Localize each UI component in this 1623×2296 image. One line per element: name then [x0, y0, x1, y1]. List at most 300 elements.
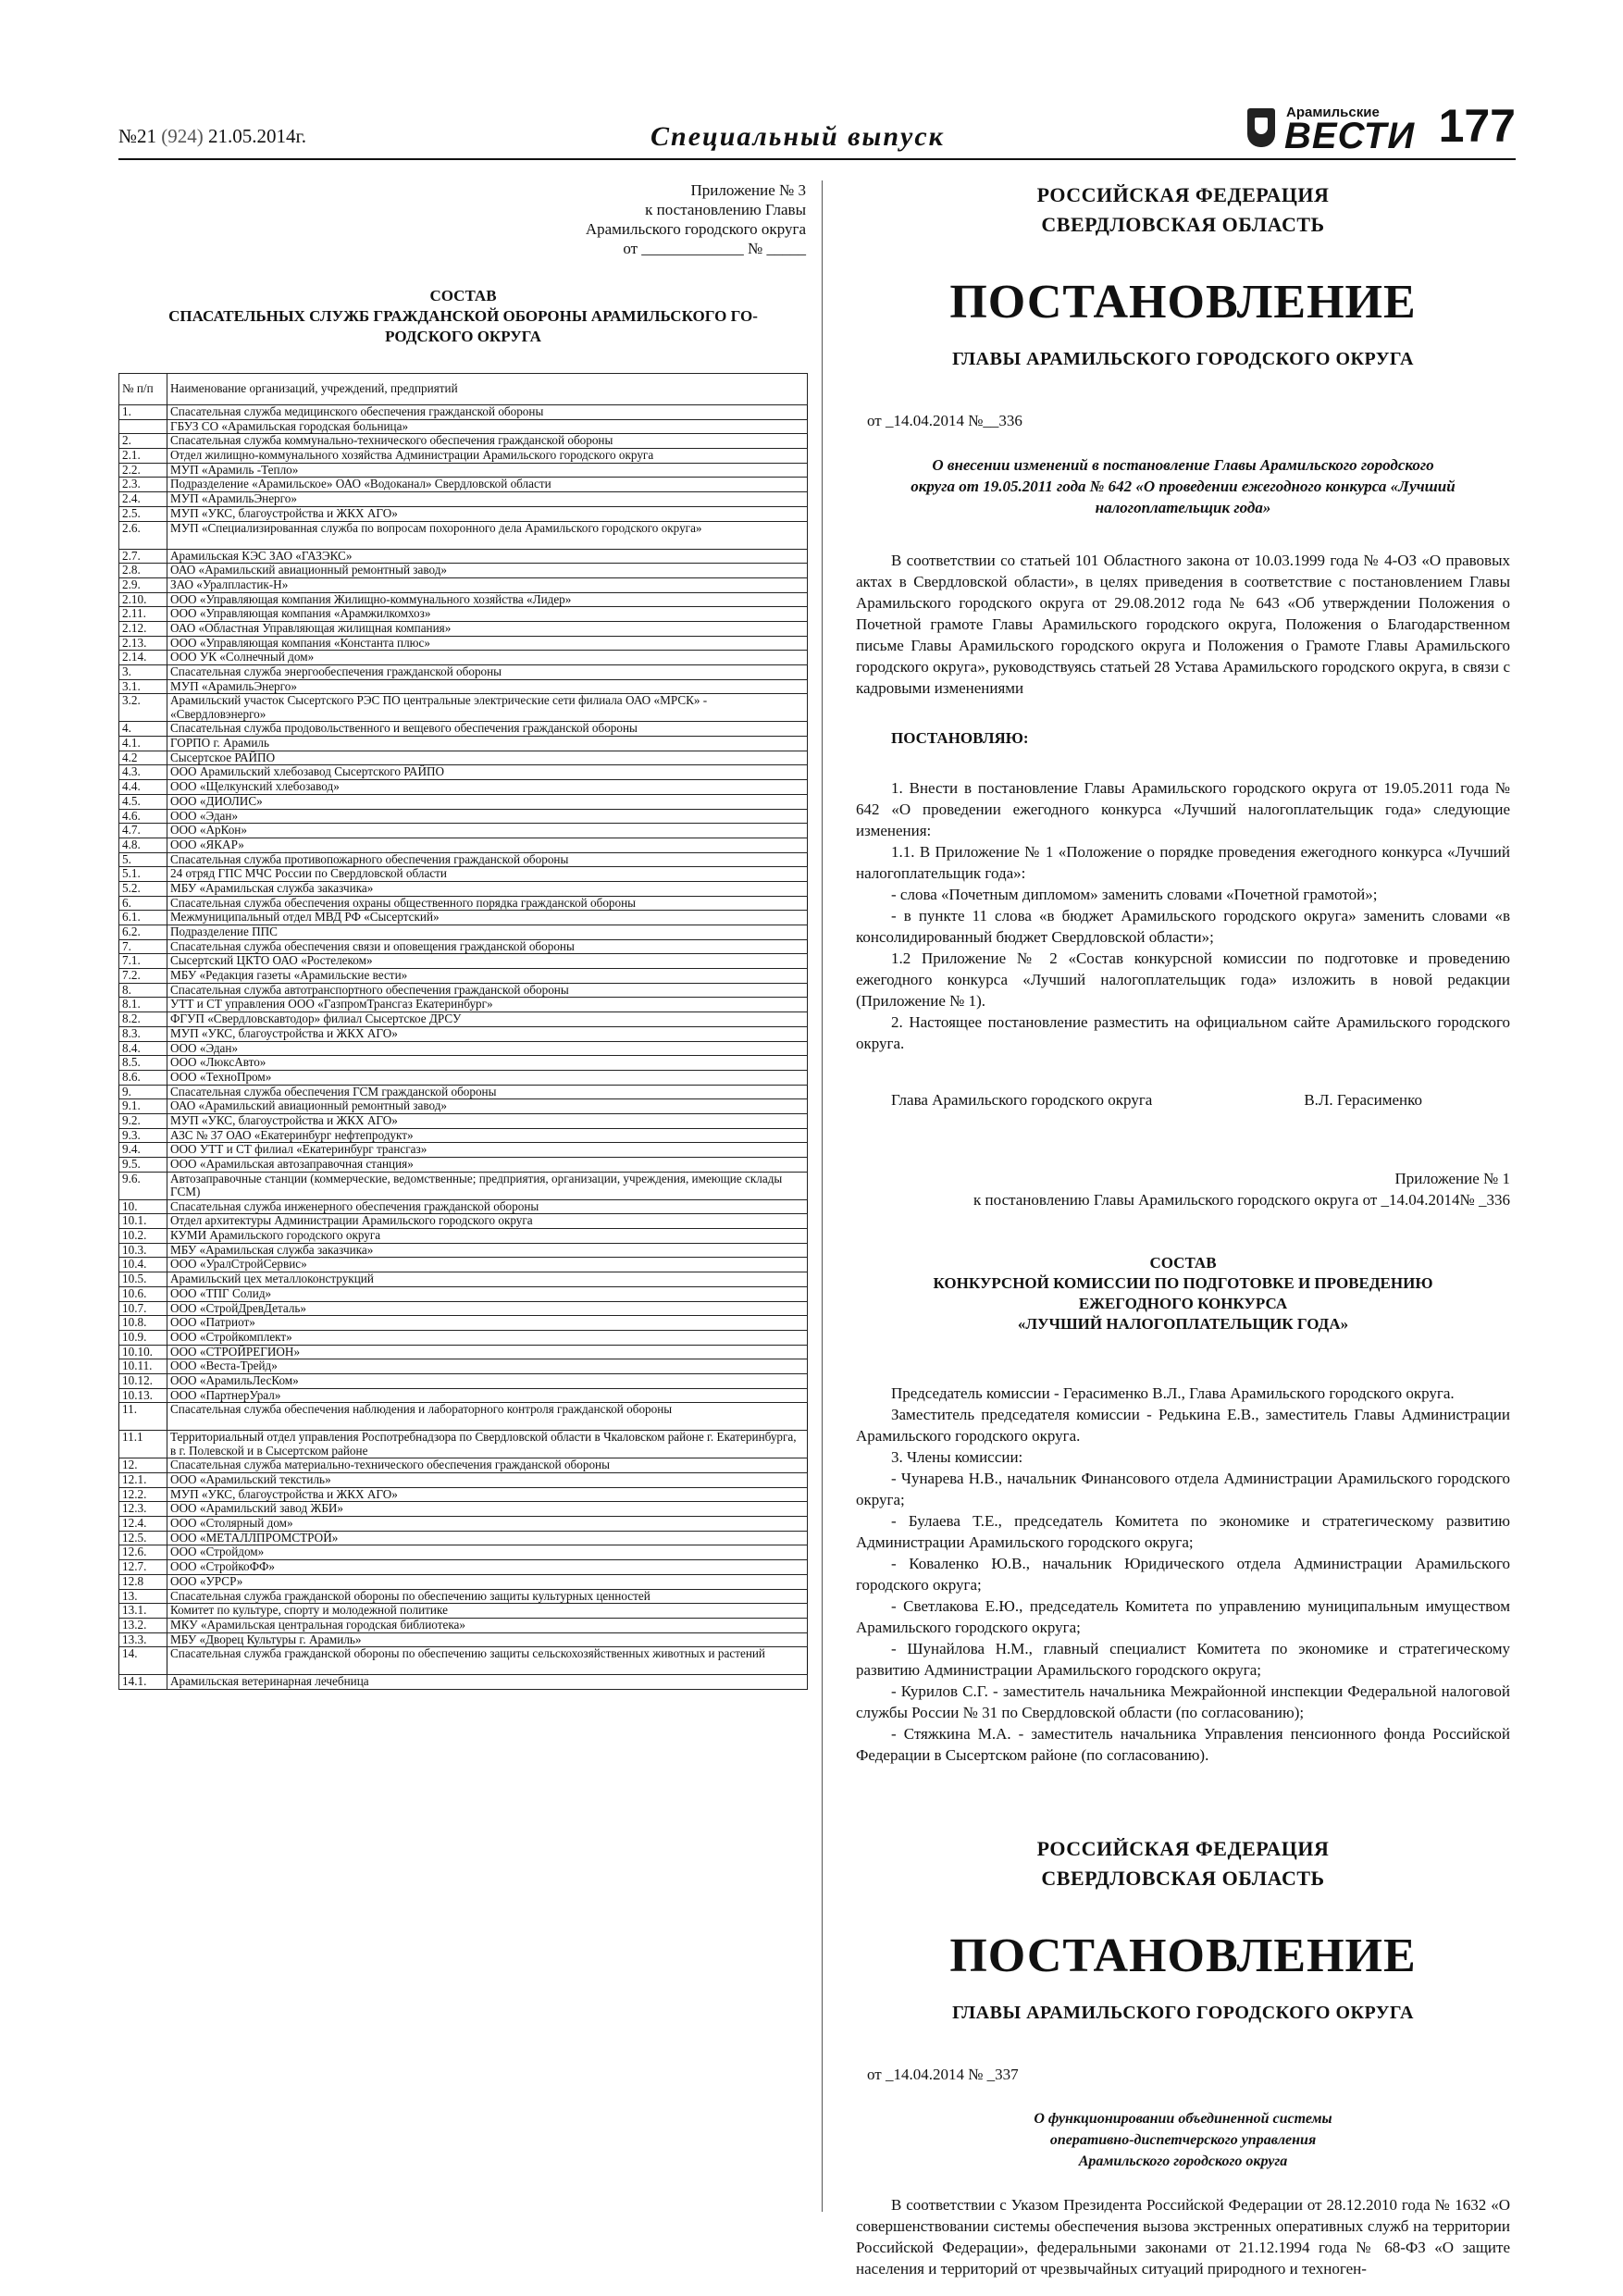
country-heading — [856, 180, 1510, 240]
row-organization: Отдел архитектуры Администрации Арамильского городского округа — [167, 1214, 808, 1229]
row-organization: ООО «АрамильЛесКом» — [167, 1373, 808, 1388]
page-header — [118, 97, 1516, 158]
table-row — [119, 1487, 808, 1502]
decree-authority-2: ГЛАВЫ АРАМИЛЬСКОГО ГОРОДСКОГО ОКРУГА — [952, 2003, 1414, 2023]
row-organization: ООО «Арамильский текстиль» — [167, 1473, 808, 1488]
row-organization: Арамильский участок Сысертского РЭС ПО центральные электрические сети филиала ОАО «МРСК» - «Свердловэнерго» — [167, 694, 808, 722]
table-row — [119, 1286, 808, 1301]
member-entry: - Стяжкина М.А. - заместитель начальника Управления пенсионного фонда Российской Федерации в Сысертском районе (по согласованию). — [856, 1725, 1510, 1764]
row-number: 9.1. — [119, 1099, 167, 1114]
table-row — [119, 1113, 808, 1128]
service-section-row — [119, 1458, 808, 1473]
table-row — [119, 492, 808, 507]
row-number: 2.7. — [119, 549, 167, 564]
subject-line: Арамильского городского округа — [1078, 2153, 1288, 2169]
row-number: 10.1. — [119, 1214, 167, 1229]
row-number: 4.8. — [119, 838, 167, 852]
table-row — [119, 1099, 808, 1114]
row-number: 8.3. — [119, 1026, 167, 1041]
row-number: 8.2. — [119, 1012, 167, 1027]
row-organization: ГБУЗ СО «Арамильская городская больница» — [167, 419, 808, 434]
table-row — [119, 1560, 808, 1575]
header-divider — [118, 158, 1516, 160]
table-row — [119, 1143, 808, 1158]
decree-subject-336 — [856, 454, 1510, 518]
issue-date: 21.05.2014г. — [208, 125, 307, 147]
row-organization: МУП «УКС, благоустройства и ЖКХ АГО» — [167, 1487, 808, 1502]
row-organization: Спасательная служба обеспечения связи и оповещения гражданской обороны — [167, 939, 808, 954]
issue-info — [118, 125, 306, 148]
table-row — [119, 1229, 808, 1244]
row-number: 10.9. — [119, 1330, 167, 1345]
row-number: 2.3. — [119, 478, 167, 492]
table-row — [119, 1345, 808, 1359]
row-organization: ООО «Эдан» — [167, 809, 808, 824]
row-number: 6.1. — [119, 911, 167, 925]
row-number: 4. — [119, 722, 167, 737]
table-row — [119, 1373, 808, 1388]
table-row — [119, 1243, 808, 1258]
row-number: 8.5. — [119, 1056, 167, 1071]
row-number: 12. — [119, 1458, 167, 1473]
table-row — [119, 1070, 808, 1085]
table-row — [119, 694, 808, 722]
row-organization: ООО «Стройкомплект» — [167, 1330, 808, 1345]
country-heading-2 — [856, 1834, 1510, 1893]
table-row — [119, 679, 808, 694]
decree-item: - в пункте 11 слова «в бюджет Арамильского городского округа» заменить словами «в консолидированный бюджет Свердловской области»; — [856, 907, 1510, 946]
row-organization: Спасательная служба противопожарного обеспечения гражданской обороны — [167, 852, 808, 867]
row-organization: АЗС № 37 ОАО «Екатеринбург нефтепродукт» — [167, 1128, 808, 1143]
table-row — [119, 564, 808, 578]
member-entry: Заместитель председателя комиссии - Редькина Е.В., заместитель Главы Администрации Арамильского городского округа. — [856, 1406, 1510, 1445]
table-row — [119, 463, 808, 478]
table-row — [119, 478, 808, 492]
logo-small-text: Арамильские — [1286, 105, 1380, 120]
row-number: 5. — [119, 852, 167, 867]
row-number: 13.2. — [119, 1618, 167, 1632]
table-row — [119, 1574, 808, 1589]
left-column — [118, 180, 808, 1690]
row-organization: ООО «Управляющая компания «Арамжилкомхоз» — [167, 607, 808, 622]
table-row — [119, 549, 808, 564]
row-organization: МУП «Специализированная служба по вопросам похоронного дела Арамильского городского округа» — [167, 521, 808, 549]
row-organization: ООО «Эдан» — [167, 1041, 808, 1056]
row-number: 4.7. — [119, 824, 167, 838]
row-organization: ООО «МЕТАЛЛПРОМСТРОЙ» — [167, 1531, 808, 1545]
row-organization: Спасательная служба материально-технического обеспечения гражданской обороны — [167, 1458, 808, 1473]
service-section-row — [119, 1085, 808, 1099]
row-number: 9.4. — [119, 1143, 167, 1158]
row-number: 7.2. — [119, 969, 167, 984]
service-section-row — [119, 896, 808, 911]
row-number: 12.1. — [119, 1473, 167, 1488]
page-number: 177 — [1438, 100, 1516, 152]
table-row — [119, 1330, 808, 1345]
country-line: РОССИЙСКАЯ ФЕДЕРАЦИЯ — [1036, 183, 1330, 206]
subject-line: налогоплательщик года» — [1095, 499, 1271, 516]
row-organization: ООО УК «Солнечный дом» — [167, 651, 808, 665]
table-row — [119, 577, 808, 592]
row-organization: Сысертское РАЙПО — [167, 751, 808, 765]
region-line: СВЕРДЛОВСКАЯ ОБЛАСТЬ — [1041, 1867, 1325, 1890]
row-number: 4.1. — [119, 737, 167, 751]
row-number: 9. — [119, 1085, 167, 1099]
row-number: 2.8. — [119, 564, 167, 578]
member-entry: - Булаева Т.Е., председатель Комитета по экономике и стратегическому развитию Администрации Арамильского городского округа; — [856, 1512, 1510, 1551]
row-number: 12.6. — [119, 1545, 167, 1560]
row-number: 8.4. — [119, 1041, 167, 1056]
header-num: № п/п — [119, 374, 167, 405]
member-entry: 3. Члены комиссии: — [891, 1448, 1023, 1466]
table-header-row — [119, 374, 808, 405]
row-organization: УТТ и СТ управления ООО «ГазпромТрансгаз Екатеринбург» — [167, 998, 808, 1012]
row-number: 14. — [119, 1647, 167, 1675]
appendix-3-block — [118, 180, 808, 258]
row-number: 8.6. — [119, 1070, 167, 1085]
row-organization: ООО «СтройкоФФ» — [167, 1560, 808, 1575]
row-number: 9.6. — [119, 1172, 167, 1199]
row-number: 2.13. — [119, 636, 167, 651]
row-number: 4.6. — [119, 809, 167, 824]
commission-title-line: СОСТАВ — [1149, 1254, 1217, 1272]
service-section-row — [119, 939, 808, 954]
table-row — [119, 1128, 808, 1143]
table-row — [119, 636, 808, 651]
country-line: РОССИЙСКАЯ ФЕДЕРАЦИЯ — [1036, 1837, 1330, 1860]
appendix-line: к постановлению Главы Арамильского городского округа от _14.04.2014№ _336 — [973, 1191, 1510, 1209]
logo-big-text: ВЕСТИ — [1284, 116, 1416, 156]
subject-line: оперативно-диспетчерского управления — [1049, 2132, 1317, 2148]
row-number: 3. — [119, 665, 167, 680]
table-row — [119, 737, 808, 751]
row-organization: ООО «УралСтройСервис» — [167, 1258, 808, 1272]
row-number: 10.10. — [119, 1345, 167, 1359]
service-section-row — [119, 1647, 808, 1675]
row-number: 5.1. — [119, 867, 167, 882]
signature-title: Глава Арамильского городского округа — [891, 1091, 1153, 1109]
row-number: 9.2. — [119, 1113, 167, 1128]
row-organization: ФГУП «Свердловскавтодор» филиал Сысертское ДРСУ — [167, 1012, 808, 1027]
row-number: 12.5. — [119, 1531, 167, 1545]
row-organization: МУП «УКС, благоустройства и ЖКХ АГО» — [167, 1113, 808, 1128]
table-row — [119, 969, 808, 984]
row-organization: ОАО «Областная Управляющая жилищная компания» — [167, 621, 808, 636]
table-row — [119, 621, 808, 636]
row-number: 2.14. — [119, 651, 167, 665]
row-number: 5.2. — [119, 881, 167, 896]
right-column — [856, 180, 1510, 2279]
row-number: 4.3. — [119, 765, 167, 780]
member-entry: Председатель комиссии - Герасименко В.Л., Глава Арамильского городского округа. — [891, 1384, 1455, 1402]
decree-items — [856, 777, 1510, 1054]
member-entry: - Курилов С.Г. - заместитель начальника Межрайонной инспекции Федеральной налоговой службы России № 31 по Свердловской области (по согласованию); — [856, 1682, 1510, 1721]
services-title-line: РОДСКОГО ОКРУГА — [385, 328, 541, 345]
table-row — [119, 1618, 808, 1632]
service-section-row — [119, 1589, 808, 1604]
member-entry: - Светлакова Е.Ю., председатель Комитета по управлению муниципальным имуществом Арамильского городского округа; — [856, 1597, 1510, 1636]
row-organization: ООО «Патриот» — [167, 1316, 808, 1331]
appendix-line: Арамильского городского округа — [585, 220, 806, 238]
commission-title-line: «ЛУЧШИЙ НАЛОГОПЛАТЕЛЬЩИК ГОДА» — [1017, 1315, 1349, 1333]
row-organization: ООО «СтройДревДеталь» — [167, 1301, 808, 1316]
postanovlyayu-heading: ПОСТАНОВЛЯЮ: — [891, 729, 1029, 747]
row-number: 13.3. — [119, 1632, 167, 1647]
table-row — [119, 1316, 808, 1331]
row-organization: ЗАО «Уралпластик-Н» — [167, 577, 808, 592]
subject-line: округа от 19.05.2011 года № 642 «О проведении ежегодного конкурса «Лучший — [911, 478, 1456, 495]
subject-line: О функционировании объединенной системы — [1034, 2111, 1332, 2127]
row-organization: ООО «Веста-Трейд» — [167, 1359, 808, 1374]
row-number: 6.2. — [119, 925, 167, 940]
row-number: 11. — [119, 1403, 167, 1431]
table-row — [119, 867, 808, 882]
row-organization: 24 отряд ГПС МЧС России по Свердловской области — [167, 867, 808, 882]
table-row — [119, 419, 808, 434]
table-row — [119, 506, 808, 521]
row-number — [119, 419, 167, 434]
table-row — [119, 607, 808, 622]
row-organization: Спасательная служба продовольственного и вещевого обеспечения гражданской обороны — [167, 722, 808, 737]
region-line: СВЕРДЛОВСКАЯ ОБЛАСТЬ — [1041, 213, 1325, 236]
table-row — [119, 881, 808, 896]
row-organization: Подразделение ППС — [167, 925, 808, 940]
table-row — [119, 1272, 808, 1287]
table-row — [119, 1172, 808, 1199]
row-number: 11.1 — [119, 1431, 167, 1458]
row-number: 9.5. — [119, 1158, 167, 1173]
appendix-line: к постановлению Главы — [645, 201, 806, 218]
table-row — [119, 1431, 808, 1458]
row-organization: ООО Арамильский хлебозавод Сысертского РАЙПО — [167, 765, 808, 780]
decree-body-336 — [856, 550, 1510, 1054]
decree-item: 1.1. В Приложение № 1 «Положение о порядке проведения ежегодного конкурса «Лучший налогоплательщик года»: — [856, 843, 1510, 882]
row-organization: МБУ «Арамильская служба заказчика» — [167, 881, 808, 896]
row-number: 4.4. — [119, 780, 167, 795]
row-number: 7. — [119, 939, 167, 954]
row-number: 12.4. — [119, 1517, 167, 1532]
member-entry: - Коваленко Ю.В., начальник Юридического отдела Администрации Арамильского городского округа; — [856, 1555, 1510, 1594]
row-organization: ООО УТТ и СТ филиал «Екатеринбург трансгаз» — [167, 1143, 808, 1158]
service-section-row — [119, 405, 808, 420]
column-divider — [822, 180, 823, 2212]
service-section-row — [119, 434, 808, 449]
decree-date-337: от _14.04.2014 № _337 — [867, 2066, 1019, 2083]
row-number: 6. — [119, 896, 167, 911]
decree-item: - слова «Почетным дипломом» заменить словами «Почетной грамотой»; — [891, 886, 1378, 903]
row-number: 10.4. — [119, 1258, 167, 1272]
table-row — [119, 651, 808, 665]
row-number: 2.2. — [119, 463, 167, 478]
row-organization: Отдел жилищно-коммунального хозяйства Администрации Арамильского городского округа — [167, 449, 808, 464]
row-number: 3.1. — [119, 679, 167, 694]
services-table — [118, 373, 808, 1690]
table-row — [119, 1258, 808, 1272]
row-organization: ООО «ТехноПром» — [167, 1070, 808, 1085]
row-number: 10.2. — [119, 1229, 167, 1244]
row-organization: Спасательная служба энергообеспечения гражданской обороны — [167, 665, 808, 680]
table-row — [119, 592, 808, 607]
row-number: 2.1. — [119, 449, 167, 464]
table-row — [119, 1473, 808, 1488]
decree-item: 2. Настоящее постановление разместить на официальном сайте Арамильского городского округа. — [856, 1013, 1510, 1052]
decree-subject-337 — [856, 2108, 1510, 2172]
table-row — [119, 1632, 808, 1647]
row-number: 12.7. — [119, 1560, 167, 1575]
row-organization: Подразделение «Арамильское» ОАО «Водоканал» Свердловской области — [167, 478, 808, 492]
subject-line: О внесении изменений в постановление Главы Арамильского городского — [932, 456, 1434, 474]
decree-item: 1. Внести в постановление Главы Арамильского городского округа от 19.05.2011 года № 642 «О проведении ежегодного конкурса «Лучший налогоплательщик года» следующие изменения: — [856, 779, 1510, 839]
decree-authority: ГЛАВЫ АРАМИЛЬСКОГО ГОРОДСКОГО ОКРУГА — [952, 349, 1414, 369]
table-row — [119, 1502, 808, 1517]
row-number: 8.1. — [119, 998, 167, 1012]
table-row — [119, 521, 808, 549]
table-row — [119, 1531, 808, 1545]
row-organization: Спасательная служба обеспечения ГСМ гражданской обороны — [167, 1085, 808, 1099]
row-organization: КУМИ Арамильского городского округа — [167, 1229, 808, 1244]
row-organization: ООО «Управляющая компания «Константа плюс» — [167, 636, 808, 651]
row-organization: МУП «АрамильЭнерго» — [167, 492, 808, 507]
table-row — [119, 1388, 808, 1403]
row-organization: Межмуниципальный отдел МВД РФ «Сысертский» — [167, 911, 808, 925]
row-number: 10.11. — [119, 1359, 167, 1374]
row-organization: ООО «АрКон» — [167, 824, 808, 838]
table-row — [119, 1675, 808, 1690]
row-number: 12.2. — [119, 1487, 167, 1502]
table-row — [119, 954, 808, 969]
row-organization: МБУ «Редакция газеты «Арамильские вести» — [167, 969, 808, 984]
table-row — [119, 838, 808, 852]
table-row — [119, 794, 808, 809]
decree-item: 1.2 Приложение № 2 «Состав конкурсной комиссии по подготовке и проведению ежегодного конкурса «Лучший налогоплательщик года» изложить в новой редакции (Приложение № 1). — [856, 949, 1510, 1010]
appendix-1-block — [856, 1168, 1510, 1210]
row-organization: Спасательная служба гражданской обороны по обеспечению защиты культурных ценностей — [167, 1589, 808, 1604]
row-organization: Автозаправочные станции (коммерческие, ведомственные; предприятия, организации, учреждения, имеющие склады ГСМ) — [167, 1172, 808, 1199]
table-row — [119, 1517, 808, 1532]
appendix-line: Приложение № 1 — [1394, 1170, 1510, 1187]
row-number: 14.1. — [119, 1675, 167, 1690]
row-number: 10.5. — [119, 1272, 167, 1287]
decree-body-337 — [856, 2194, 1510, 2279]
table-row — [119, 1056, 808, 1071]
row-organization: ОАО «Арамильский авиационный ремонтный завод» — [167, 1099, 808, 1114]
row-organization: МКУ «Арамильская центральная городская библиотека» — [167, 1618, 808, 1632]
services-title-line: СОСТАВ — [429, 287, 497, 304]
row-number: 4.2 — [119, 751, 167, 765]
signature-line — [856, 1089, 1510, 1111]
row-number: 2.6. — [119, 521, 167, 549]
row-organization: Арамильский цех металлоконструкций — [167, 1272, 808, 1287]
commission-title-line: КОНКУРСНОЙ КОМИССИИ ПО ПОДГОТОВКЕ И ПРОВЕДЕНИЮ — [933, 1274, 1433, 1292]
header-name: Наименование организаций, учреждений, предприятий — [167, 374, 808, 405]
service-section-row — [119, 1199, 808, 1214]
decree-date-336: от _14.04.2014 №__336 — [867, 412, 1022, 429]
table-row — [119, 1158, 808, 1173]
appendix-line: Приложение № 3 — [690, 181, 806, 199]
decree-title-2: ПОСТАНОВЛЕНИЕ — [949, 1930, 1417, 1982]
row-number: 2. — [119, 434, 167, 449]
row-organization: ООО «Стройдом» — [167, 1545, 808, 1560]
table-row — [119, 824, 808, 838]
row-organization: ООО «Арамильская автозаправочная станция» — [167, 1158, 808, 1173]
row-number: 10.6. — [119, 1286, 167, 1301]
preamble-paragraph: В соответствии с Указом Президента Российской Федерации от 28.12.2010 года № 1632 «О совершенствовании системы обеспечения вызова экстренных оперативных служб на территории Российской Федерации», федеральными законами от 21.12.1994 года № 68-ФЗ «О защите населения и территорий от чрезвычайных ситуаций природного и техноген- — [856, 2196, 1510, 2277]
row-number: 10. — [119, 1199, 167, 1214]
row-number: 2.5. — [119, 506, 167, 521]
special-edition-label: Специальный выпуск — [650, 121, 945, 152]
row-organization: МБУ «Арамильская служба заказчика» — [167, 1243, 808, 1258]
row-organization: Спасательная служба коммунально-технического обеспечения гражданской обороны — [167, 434, 808, 449]
row-organization: Спасательная служба обеспечения охраны общественного порядка гражданской обороны — [167, 896, 808, 911]
services-title-line: СПАСАТЕЛЬНЫХ СЛУЖБ ГРАЖДАНСКОЙ ОБОРОНЫ АРАМИЛЬСКОГО ГО- — [168, 307, 758, 325]
row-organization: Арамильская ветеринарная лечебница — [167, 1675, 808, 1690]
table-row — [119, 751, 808, 765]
row-organization: МБУ «Дворец Культуры г. Арамиль» — [167, 1632, 808, 1647]
row-number: 10.3. — [119, 1243, 167, 1258]
row-number: 2.10. — [119, 592, 167, 607]
coat-of-arms-icon — [1247, 108, 1275, 147]
row-number: 12.8 — [119, 1574, 167, 1589]
row-organization: ООО «Столярный дом» — [167, 1517, 808, 1532]
row-organization: ООО «ЯКАР» — [167, 838, 808, 852]
table-row — [119, 1359, 808, 1374]
service-section-row — [119, 852, 808, 867]
table-row — [119, 1214, 808, 1229]
row-organization: ГОРПО г. Арамиль — [167, 737, 808, 751]
row-organization: МУП «УКС, благоустройства и ЖКХ АГО» — [167, 1026, 808, 1041]
commission-title — [856, 1253, 1510, 1334]
table-row — [119, 809, 808, 824]
table-row — [119, 1041, 808, 1056]
member-entry: - Шунайлова Н.М., главный специалист Комитета по экономике и стратегическому развитию Администрации Арамильского городского округа; — [856, 1640, 1510, 1679]
row-organization: Спасательная служба медицинского обеспечения гражданской обороны — [167, 405, 808, 420]
row-organization: Арамильская КЭС ЗАО «ГАЗЭКС» — [167, 549, 808, 564]
row-organization: МУП «УКС, благоустройства и ЖКХ АГО» — [167, 506, 808, 521]
row-number: 10.7. — [119, 1301, 167, 1316]
row-number: 3.2. — [119, 694, 167, 722]
row-organization: Спасательная служба гражданской обороны по обеспечению защиты сельскохозяйственных животных и растений — [167, 1647, 808, 1675]
row-organization: ООО «ПартнерУрал» — [167, 1388, 808, 1403]
commission-title-line: ЕЖЕГОДНОГО КОНКУРСА — [1078, 1295, 1288, 1312]
row-organization: ООО «ТПГ Солид» — [167, 1286, 808, 1301]
table-row — [119, 765, 808, 780]
commission-members — [856, 1383, 1510, 1766]
row-number: 2.11. — [119, 607, 167, 622]
issue-total: (924) — [161, 125, 204, 147]
row-number: 9.3. — [119, 1128, 167, 1143]
newspaper-logo — [1247, 103, 1432, 155]
service-section-row — [119, 665, 808, 680]
table-row — [119, 1301, 808, 1316]
row-organization: Спасательная служба автотранспортного обеспечения гражданской обороны — [167, 983, 808, 998]
row-organization: Спасательная служба обеспечения наблюдения и лабораторного контроля гражданской обороны — [167, 1403, 808, 1431]
issue-number: №21 — [118, 125, 157, 147]
table-row — [119, 1604, 808, 1619]
row-number: 2.9. — [119, 577, 167, 592]
row-organization: Сысертский ЦКТО ОАО «Ростелеком» — [167, 954, 808, 969]
row-organization: ООО «ДИОЛИС» — [167, 794, 808, 809]
table-row — [119, 911, 808, 925]
row-organization: Территориальный отдел управления Роспотребнадзора по Свердловской области в Чкаловском районе г. Екатеринбурга, в г. Полевской и в Сысертском районе — [167, 1431, 808, 1458]
row-number: 4.5. — [119, 794, 167, 809]
row-number: 10.8. — [119, 1316, 167, 1331]
row-organization: МУП «АрамильЭнерго» — [167, 679, 808, 694]
preamble-paragraph: В соответствии со статьей 101 Областного закона от 10.03.1999 года № 4-ОЗ «О правовых актах в Свердловской области», в целях приведения в соответствие с постановлением Главы Арамильского городского округа от 29.08.2012 года № 643 «Об утверждении Положения о Почетной грамоте Главы Арамильского городского округа, Положения о Благодарственном письме Главы Арамильского городского округа и Положения о Грамоте Главы Арамильского городского округа», руководствуясь статьей 28 Устава Арамильского городского округа, в связи с кадровыми изменениями — [856, 552, 1510, 697]
member-entry: - Чунарева Н.В., начальник Финансового отдела Администрации Арамильского городского округа; — [856, 1470, 1510, 1508]
row-organization: ОАО «Арамильский авиационный ремонтный завод» — [167, 564, 808, 578]
service-section-row — [119, 1403, 808, 1431]
row-number: 10.13. — [119, 1388, 167, 1403]
